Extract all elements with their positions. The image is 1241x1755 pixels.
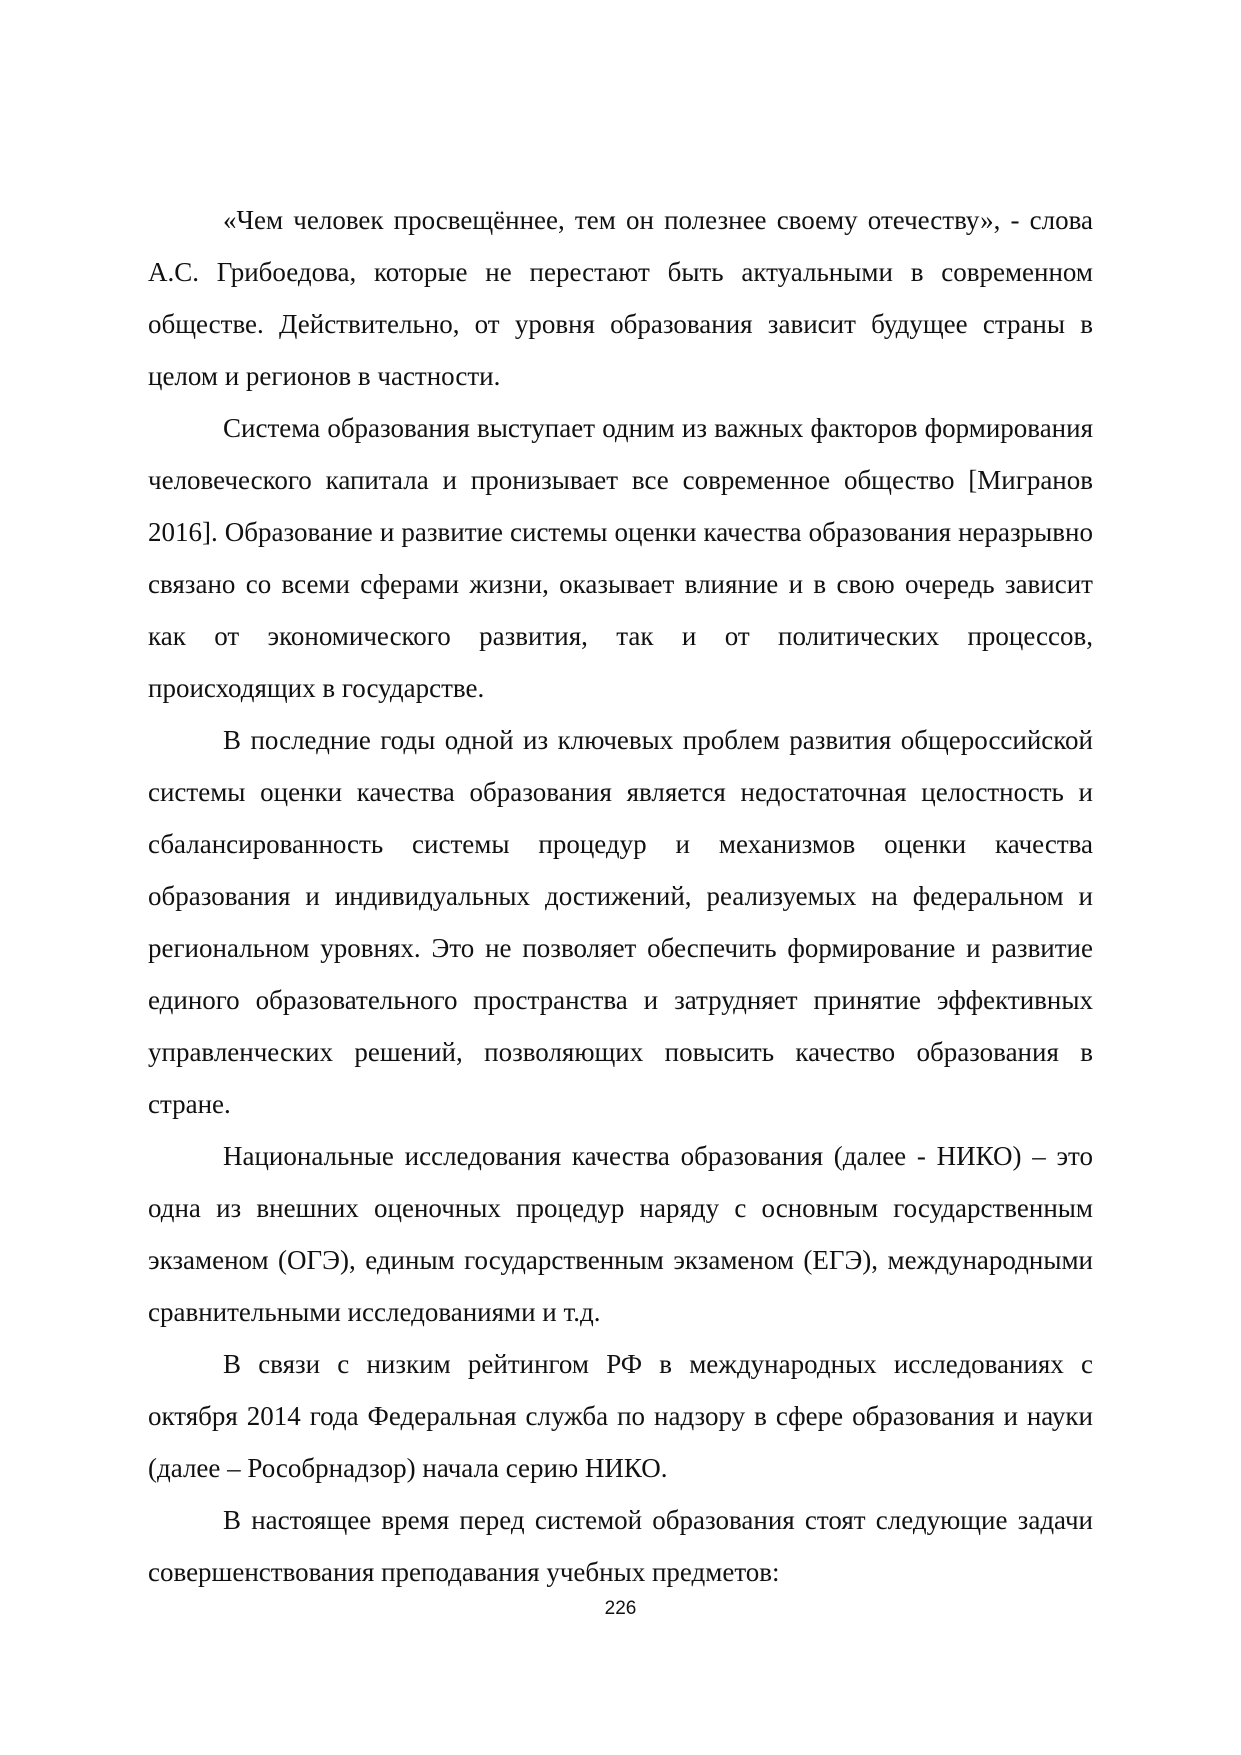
paragraph-4: Национальные исследования качества образования (далее - НИКО) – это одна из внешних оценочных процедур наряду с основным государственным экзаменом (ОГЭ), единым государственным экзаменом (ЕГЭ), международными сравнительными исследованиями и т.д. bbox=[148, 1141, 1093, 1327]
paragraph-1: «Чем человек просвещённее, тем он полезнее своему отечеству», - слова А.С. Грибоедова, которые не перестают быть актуальными в современном обществе. Действительно, от уровня образования зависит будущее страны в целом и регионов в частности. bbox=[148, 205, 1093, 391]
paragraph-3: В последние годы одной из ключевых проблем развития общероссийской системы оценки качества образования является недостаточная целостность и сбалансированность системы процедур и механизмов оценки качества образования и индивидуальных достижений, реализуемых на федеральном и региональном уровнях. Это не позволяет обеспечить формирование и развитие единого образовательного пространства и затрудняет принятие эффективных управленческих решений, позволяющих повысить качество образования в стране. bbox=[148, 725, 1093, 1119]
paragraph-5: В связи с низким рейтингом РФ в международных исследованиях с октября 2014 года Федеральная служба по надзору в сфере образования и науки (далее – Рособрнадзор) начала серию НИКО. bbox=[148, 1349, 1093, 1483]
paragraph-2: Система образования выступает одним из важных факторов формирования человеческого капитала и пронизывает все современное общество [Мигранов 2016]. Образование и развитие системы оценки качества образования неразрывно связано со всеми сферами жизни, оказывает влияние и в свою очередь зависит как от экономического развития, так и от политических процессов, происходящих в государстве. bbox=[148, 413, 1093, 703]
document-body bbox=[148, 194, 1093, 1598]
page-number: 226 bbox=[604, 1598, 637, 1619]
paragraph-6: В настоящее время перед системой образования стоят следующие задачи совершенствования преподавания учебных предметов: bbox=[148, 1505, 1093, 1587]
